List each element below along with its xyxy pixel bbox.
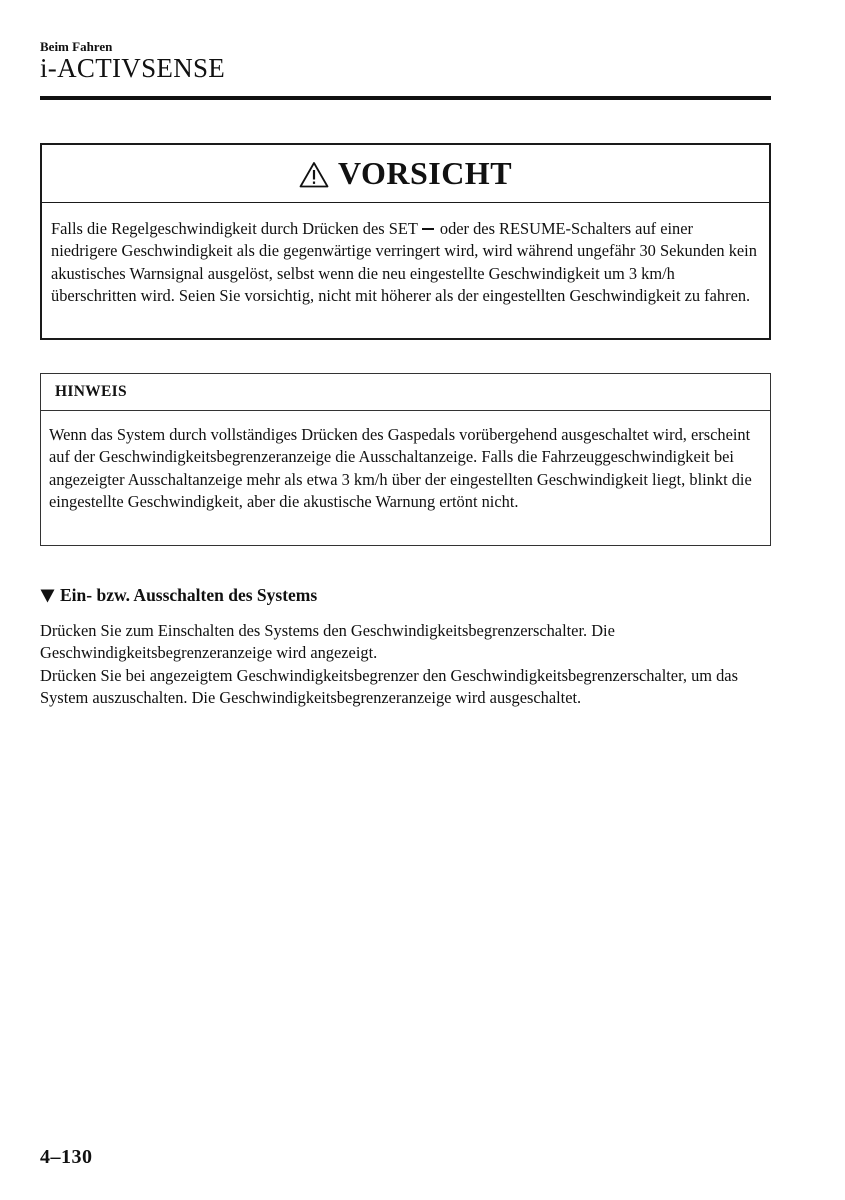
subsection-title: Ein- bzw. Ausschalten des Systems — [60, 585, 318, 605]
title-rule — [40, 96, 771, 100]
body-text — [40, 620, 770, 709]
subsection-heading — [40, 585, 317, 606]
caution-header — [42, 145, 769, 203]
paragraph-1: Drücken Sie zum Einschalten des Systems den Geschwindigkeitsbegrenzerschalter. Die Geschwindigkeitsbegrenzeranzeige wird angezeigt. — [40, 621, 615, 663]
paragraph-2: Drücken Sie bei angezeigtem Geschwindigkeitsbegrenzer den Geschwindigkeitsbegrenzerschalter, um das System auszuschalten. Die Geschwindigkeitsbegrenzeranzeige wird ausgeschaltet. — [40, 665, 738, 707]
caution-text-part1: Falls die Regelgeschwindigkeit durch Drücken des SET — [51, 219, 418, 238]
warning-triangle-icon — [299, 161, 329, 188]
caution-box — [40, 143, 771, 340]
caution-text — [42, 203, 769, 307]
note-text: Wenn das System durch vollständiges Drücken des Gaspedals vorübergehend ausgeschaltet wird, erscheint auf der Geschwindigkeitsbegrenzeranzeige die Ausschaltanzeige. Falls die Fahrzeuggeschwindigkeit bei angezeigter Ausschaltanzeige mehr als etwa 3 km/h über der eingestellten Geschwindigkeit liegt, blinkt die eingestellte Geschwindigkeit, aber die akustische Warnung ertönt nicht. — [49, 425, 752, 511]
minus-icon — [422, 228, 434, 231]
caution-text-part2: oder des RESUME-Schalters auf einer niedrigere Geschwindigkeit als die gegenwärtige verringert wird, wird während ungefähr 30 Sekunden kein akustisches Warnsignal ausgelöst, selbst wenn die neu eingestellte Geschwindigkeit um 3 km/h überschritten wird. Seien Sie vorsichtig, nicht mit höherer als der eingestellten Geschwindigkeit zu fahren. — [51, 219, 757, 305]
note-title: HINWEIS — [55, 383, 127, 400]
section-label: Beim Fahren — [40, 39, 113, 54]
down-triangle-icon — [40, 589, 55, 603]
note-header — [41, 374, 770, 411]
page-title: i-ACTIVSENSE — [40, 53, 226, 83]
note-box — [40, 373, 771, 546]
page-number: 4–130 — [40, 1146, 93, 1168]
caution-title: VORSICHT — [337, 155, 513, 191]
